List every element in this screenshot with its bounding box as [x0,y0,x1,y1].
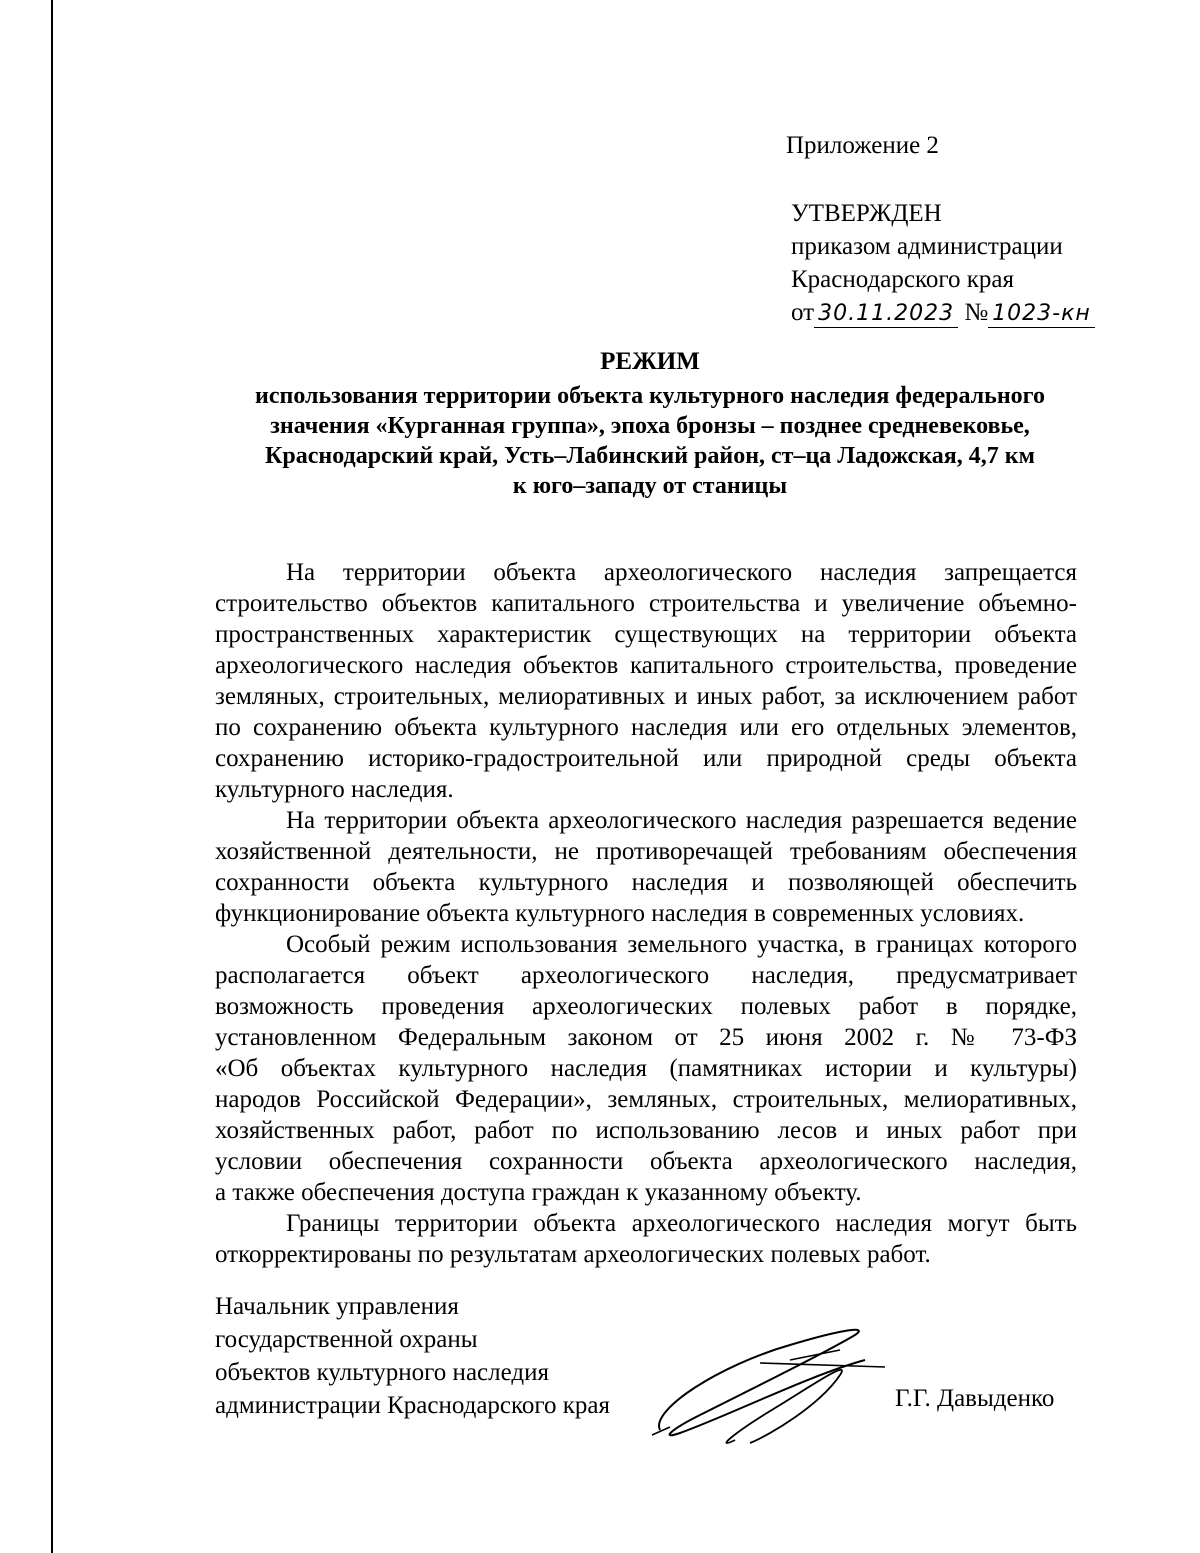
handwritten-signature [640,1315,890,1455]
body-line: На территории объекта археологического наследия разрешается ведение [286,807,1077,834]
body-line: а также обеспечения доступа граждан к указанному объекту. [215,1179,862,1206]
signatory-position [215,1290,610,1422]
signer-name: Г.Г. Давыденко [895,1385,1055,1412]
body-line: земляных, строительных, мелиоративных и иных работ, за исключением работ [215,683,1077,710]
subtitle-line: к юго–западу от станицы [512,473,788,499]
document-title: РЕЖИМ [600,348,700,375]
body-line: хозяйственных работ, работ по использованию лесов и иных работ при [215,1117,1077,1144]
body-line: по сохранению объекта культурного наследия или его отдельных элементов, [215,714,1077,741]
body-line: сохранности объекта культурного наследия и позволяющей обеспечить [215,869,1077,896]
body-line: возможность проведения археологических полевых работ в порядке, [215,993,1077,1020]
body-line: культурного наследия. [215,776,454,803]
body-line: Границы территории объекта археологического наследия могут быть [286,1210,1077,1237]
position-line: администрации Краснодарского края [215,1392,611,1419]
body-line: строительство объектов капитального строительства и увеличение объемно- [215,590,1077,617]
body-line: условии обеспечения сохранности объекта археологического наследия, [215,1148,1077,1175]
subtitle-line: Краснодарский край, Усть–Лабинский район, ст–ца Ладожская, 4,7 км [265,443,1035,469]
approved-title: УТВЕРЖДЕН [791,200,942,227]
order-date-line [791,296,1095,329]
appendix-label: Приложение 2 [786,132,939,159]
approved-line: Краснодарского края [791,266,1014,293]
subtitle-line: значения «Курганная группа», эпоха бронзы – позднее средневековье, [270,413,1030,439]
approved-line: приказом администрации [791,233,1063,260]
body-line: хозяйственной деятельности, не противоречащей требованиям обеспечения [215,838,1077,865]
body-line: функционирование объекта культурного наследия в современных условиях. [215,900,1025,927]
body-line: «Об объектах культурного наследия (памятниках истории и культуры) [215,1055,1077,1082]
body-line: откорректированы по результатам археологических полевых работ. [215,1241,931,1268]
document-body [215,557,1077,1270]
order-date-handwritten: 30.11.2023 [814,301,958,328]
subtitle-line: использования территории объекта культурного наследия федерального [255,383,1045,409]
body-line: пространственных характеристик существующих на территории объекта [215,621,1077,648]
date-prefix: от [791,299,815,326]
body-line: Особый режим использования земельного участка, в границах которого [286,931,1077,958]
order-number-handwritten: 1023-кн [988,301,1095,328]
body-line: сохранению историко-градостроительной или природной среды объекта [215,745,1077,772]
body-line: На территории объекта археологического наследия запрещается [286,559,1077,586]
body-line: народов Российской Федерации», земляных, строительных, мелиоративных, [215,1086,1077,1113]
position-line: Начальник управления [215,1293,459,1320]
scan-edge-line [51,0,53,1553]
position-line: государственной охраны [215,1326,478,1353]
body-line: археологического наследия объектов капитального строительства, проведение [215,652,1077,679]
approval-stamp [791,197,1095,329]
number-prefix: № [964,299,989,326]
body-line: располагается объект археологического наследия, предусматривает [215,962,1077,989]
body-line: установленном Федеральным законом от 25 июня 2002 г. № 73-ФЗ [215,1024,1077,1051]
position-line: объектов культурного наследия [215,1359,549,1386]
document-subtitle [215,381,1085,501]
